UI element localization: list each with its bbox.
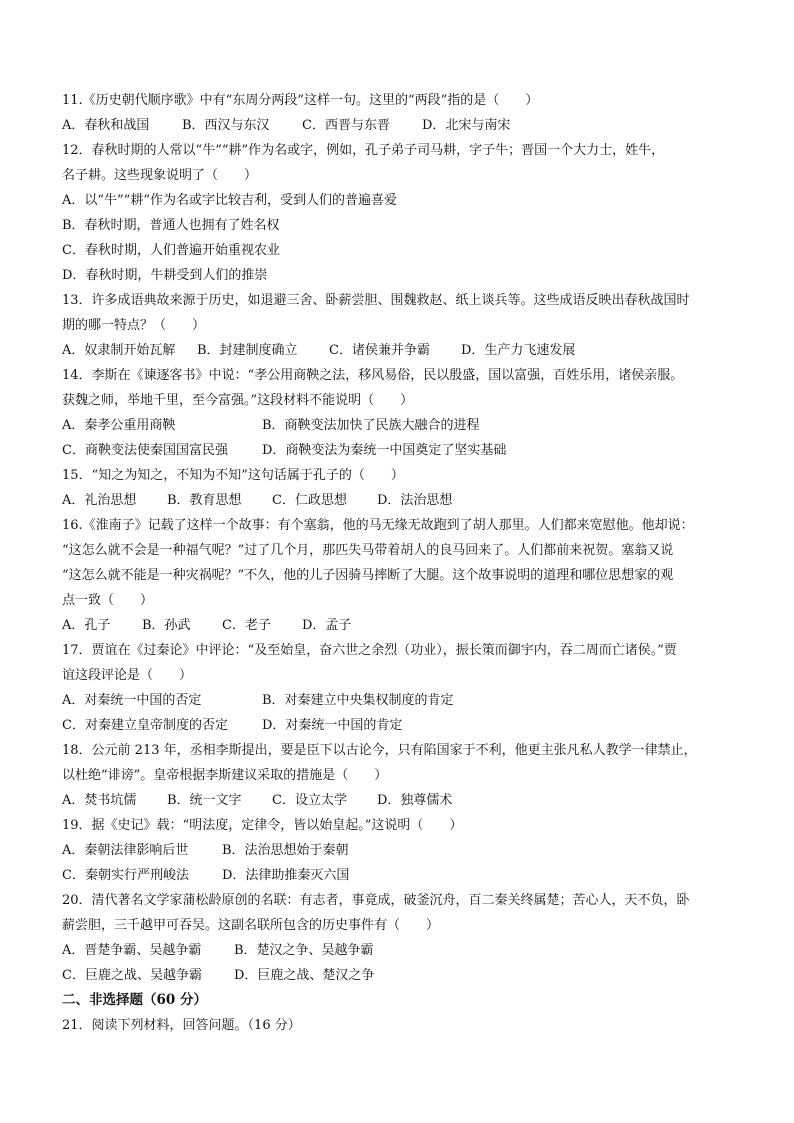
question-stem: “这怎么就不会是一种福气呢？”过了几个月，那匹失马带着胡人的良马回来了。人们都前来祝贺。塞翁又说 <box>62 543 674 558</box>
option-b[interactable]: B．教育思想 <box>167 493 242 508</box>
option-c[interactable]: C．设立太学 <box>272 793 347 808</box>
option-c[interactable]: C．西晋与东晋 <box>302 118 390 133</box>
option-d[interactable]: D．巨鹿之战、楚汉之争 <box>234 968 375 983</box>
question-stem: 19．据《史记》载：“明法度，定律令，皆以始皇起。”这说明（ ） <box>62 818 463 833</box>
options-row <box>62 963 752 988</box>
options-row <box>62 438 752 463</box>
option-d[interactable]: D．对秦统一中国的肯定 <box>262 718 403 733</box>
option-a[interactable]: A．春秋和战国 <box>62 118 150 133</box>
option-b[interactable]: B．孙武 <box>142 618 191 633</box>
option-a[interactable]: A．对秦统一中国的否定 <box>62 693 202 708</box>
question-stem: 18．公元前 213 年，丞相李斯提出，要是臣下以古论今，只有陷国家于不利，他更主张凡私人教学一律禁止， <box>62 743 697 758</box>
question-stem: “这怎么就不能是一种灾祸呢？”不久，他的儿子因骑马摔断了大腿。这个故事说明的道理和哪位思想家的观 <box>62 568 674 583</box>
option-a[interactable]: A．以“牛”“耕”作为名或字比较吉利，受到人们的普遍喜爱 <box>62 193 397 208</box>
option-b[interactable]: B．西汉与东汉 <box>182 118 270 133</box>
section-heading: 二、非选择题（60 分） <box>62 992 207 1008</box>
option-d[interactable]: D．生产力飞速发展 <box>461 343 576 358</box>
options-row <box>62 613 752 638</box>
option-b[interactable]: B．商鞅变法加快了民族大融合的进程 <box>262 418 480 433</box>
question-16 <box>62 513 752 638</box>
question-12 <box>62 138 752 288</box>
question-13 <box>62 288 752 363</box>
option-d[interactable]: D．法律助推秦灭六国 <box>222 868 350 883</box>
question-stem: 16.《淮南子》记载了这样一个故事：有个塞翁，他的马无缘无故跑到了胡人那里。人们都来宽慰他。他却说： <box>62 518 694 533</box>
option-c[interactable]: C．诸侯兼并争霸 <box>329 343 430 358</box>
option-c[interactable]: C．巨鹿之战、吴越争霸 <box>62 968 202 983</box>
options-row <box>62 688 752 713</box>
question-17 <box>62 638 752 738</box>
question-20 <box>62 888 752 988</box>
question-stem: 13．许多成语典故来源于历史，如退避三舍、卧薪尝胆、围魏救赵、纸上谈兵等。这些成语反映出春秋战国时 <box>62 293 690 308</box>
option-c[interactable]: C．仁政思想 <box>272 493 347 508</box>
question-stem: 获魏之师，举地千里，至今富强。”这段材料不能说明（ ） <box>62 393 414 408</box>
option-d[interactable]: D．商鞅变法为秦统一中国奠定了坚实基础 <box>262 443 507 458</box>
option-b[interactable]: B．对秦建立中央集权制度的肯定 <box>262 693 454 708</box>
question-11 <box>62 88 752 138</box>
question-stem: 15．“知之为知之，不知为不知”这句话属于孔子的（ ） <box>62 468 404 483</box>
option-b[interactable]: B．楚汉之争、吴越争霸 <box>234 943 374 958</box>
options-row <box>62 413 752 438</box>
option-b[interactable]: B．法治思想始于秦朝 <box>222 843 349 858</box>
option-a[interactable]: A．秦孝公重用商鞅 <box>62 418 176 433</box>
options-row <box>62 713 752 738</box>
question-stem: 17．贾谊在《过秦论》中评论：“及至始皇，奋六世之余烈（功业），振长策而御宇内，吞二周而亡诸侯。”贾 <box>62 643 677 658</box>
question-stem: 薪尝胆，三千越甲可吞吴。这副名联所包含的历史事件有（ ） <box>62 918 440 933</box>
option-d[interactable]: D．北宋与南宋 <box>422 118 511 133</box>
options-row <box>62 488 752 513</box>
question-stem: 名子耕。这些现象说明了（ ） <box>62 168 258 183</box>
question-stem: 点一致（ ） <box>62 593 154 608</box>
question-21-stem: 21．阅读下列材料，回答问题。（16 分） <box>62 1018 301 1033</box>
question-stem: 14．李斯在《谏逐客书》中说：“孝公用商鞅之法，移风易俗，民以殷盛，国以富强，百姓乐用，诸侯亲服。 <box>62 368 684 383</box>
option-a[interactable]: A．焚书坑儒 <box>62 793 137 808</box>
option-c[interactable]: C．商鞅变法使秦国国富民强 <box>62 443 228 458</box>
question-stem: 12．春秋时期的人常以“牛”“耕”作为名或字，例如，孔子弟子司马耕，字子牛；晋国一个大力士，姓牛， <box>62 143 665 158</box>
option-a[interactable]: A．秦朝法律影响后世 <box>62 843 189 858</box>
exam-page <box>62 88 752 1038</box>
option-b[interactable]: B．统一文字 <box>167 793 242 808</box>
option-d[interactable]: D．春秋时期，牛耕受到人们的推崇 <box>62 268 268 283</box>
option-c[interactable]: C．春秋时期，人们普遍开始重视农业 <box>62 243 280 258</box>
option-b[interactable]: B．春秋时期，普通人也拥有了姓名权 <box>62 218 280 233</box>
options-row <box>62 113 752 138</box>
option-c[interactable]: C．秦朝实行严刑峻法 <box>62 868 189 883</box>
options-row <box>62 788 752 813</box>
options-row <box>62 863 752 888</box>
option-d[interactable]: D．法治思想 <box>377 493 453 508</box>
question-stem: 20．清代著名文学家蒲松龄原创的名联：有志者，事竟成，破釜沉舟，百二秦关终属楚；苦心人，天不负，卧 <box>62 893 690 908</box>
option-d[interactable]: D．孟子 <box>302 618 352 633</box>
option-a[interactable]: A．晋楚争霸、吴越争霸 <box>62 943 202 958</box>
question-stem: 谊这段评论是（ ） <box>62 668 193 683</box>
question-19 <box>62 813 752 888</box>
option-a[interactable]: A．奴隶制开始瓦解 <box>62 343 176 358</box>
option-b[interactable]: B．封建制度确立 <box>197 343 298 358</box>
option-c[interactable]: C．对秦建立皇帝制度的否定 <box>62 718 228 733</box>
question-14 <box>62 363 752 463</box>
options-row <box>62 838 752 863</box>
option-d[interactable]: D．独尊儒术 <box>377 793 453 808</box>
question-stem: 以杜绝“诽谤”。皇帝根据李斯建议采取的措施是（ ） <box>62 768 388 783</box>
option-a[interactable]: A．孔子 <box>62 618 111 633</box>
option-a[interactable]: A．礼治思想 <box>62 493 137 508</box>
option-c[interactable]: C．老子 <box>222 618 271 633</box>
options-row <box>62 938 752 963</box>
question-15 <box>62 463 752 513</box>
question-stem: 11.《历史朝代顺序歌》中有“东周分两段”这样一句。这里的“两段”指的是（ ） <box>62 93 539 108</box>
question-stem: 期的哪一特点？（ ） <box>62 318 206 333</box>
question-18 <box>62 738 752 813</box>
options-row <box>62 338 752 363</box>
